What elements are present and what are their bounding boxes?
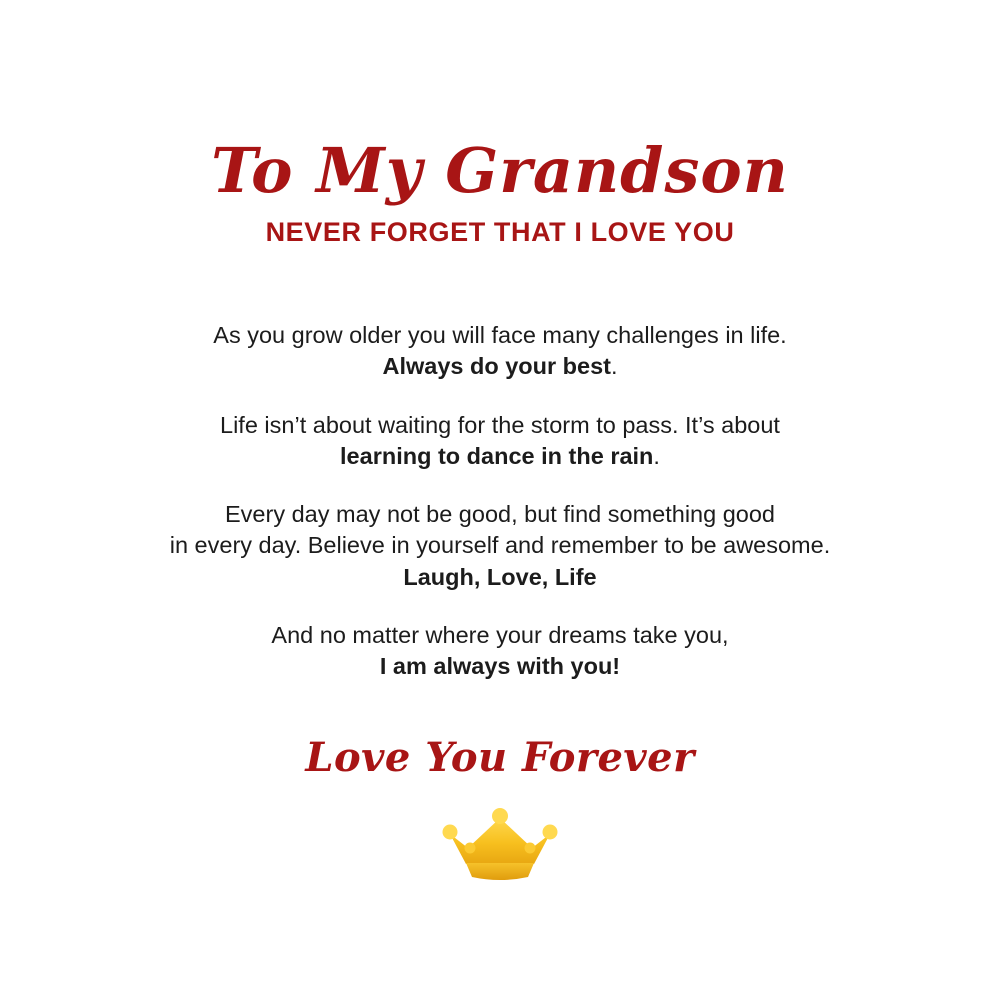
- message-line: [70, 620, 930, 651]
- message-body: [70, 320, 930, 682]
- page-subtitle: NEVER FORGET THAT I LOVE YOU: [265, 217, 735, 248]
- message-text: Every day may not be good, but find something good: [225, 501, 775, 528]
- message-emphasis: Always do your best: [382, 353, 611, 380]
- message-text: .: [611, 353, 618, 380]
- message-line: [70, 530, 930, 561]
- message-text: in every day. Believe in yourself and remember to be awesome.: [169, 532, 831, 559]
- message-text: And no matter where your dreams take you,: [271, 621, 729, 648]
- page-title: To My Grandson: [211, 134, 789, 207]
- message-line: [70, 410, 930, 441]
- message-paragraph: [70, 410, 930, 473]
- message-emphasis: learning to dance in the rain: [340, 442, 654, 469]
- message-emphasis: Laugh, Love, Life: [403, 563, 597, 590]
- message-line: [70, 562, 930, 593]
- message-paragraph: [70, 620, 930, 683]
- message-text: As you grow older you will face many challenges in life.: [213, 322, 787, 349]
- message-paragraph: [70, 499, 930, 593]
- message-text: .: [653, 442, 660, 469]
- message-line: [70, 320, 930, 351]
- message-text: Life isn’t about waiting for the storm to pass. It’s about: [220, 411, 780, 438]
- message-line: [70, 441, 930, 472]
- message-paragraph: [70, 320, 930, 383]
- message-line: [70, 499, 930, 530]
- signoff-text: Love You Forever: [305, 734, 695, 782]
- message-line: [70, 351, 930, 382]
- crown-icon: [440, 803, 560, 883]
- message-emphasis: I am always with you!: [379, 653, 621, 680]
- message-line: [70, 651, 930, 682]
